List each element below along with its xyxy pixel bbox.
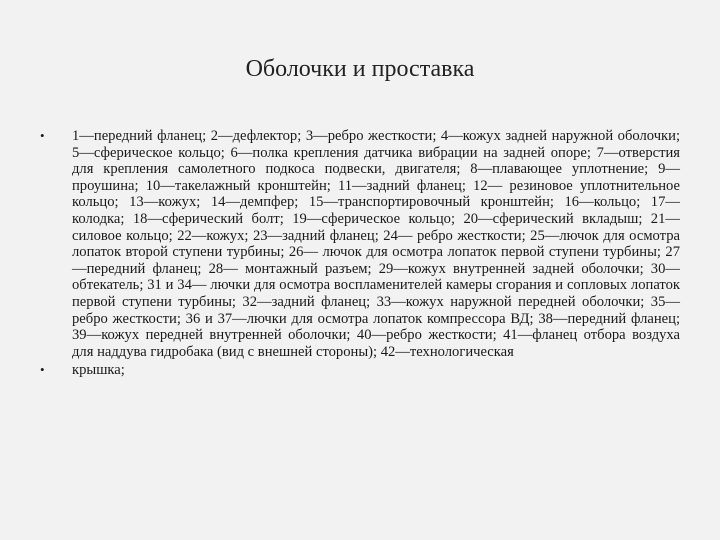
bullet-icon: • — [40, 128, 45, 143]
bullet-item-1 — [40, 128, 680, 360]
bullet-item-2 — [40, 362, 680, 379]
slide-title: Оболочки и проставка — [245, 56, 475, 82]
bullet-text-1: 1—передний фланец; 2—дефлектор; 3—ребро жесткости; 4—кожух задней наружной оболочки; 5—сферическое кольцо; 6—полка крепления датчика вибрации на задней опоре; 7—отверстия для крепления самолетного подкоса подвески, двигателя; 8—плавающее уплотнение; 9—проушина; 10—такелажный кронштейн; 11—задний фланец; 12— резиновое уплотнительное кольцо; 13—кожух; 14—демпфер; 15—транспортировочный кронштейн; 16—кольцо; 17—колодка; 18—сферический болт; 19—сферическое кольцо; 20—сферический вкладыш; 21—силовое кольцо; 22—кожух; 23—задний фланец; 24— ребро жесткости; 25—лючок для осмотра лопаток второй ступени турбины; 26— лючок для осмотра лопаток первой ступени турбины; 27—передний фланец; 28— монтажный разъем; 29—кожух внутренней задней оболочки; 30—обтекатель; 31 и 34— лючки для осмотра воспламенителей камеры сгорания и сопловых лопаток первой ступени турбины; 32—задний фланец; 33—кожух наружной передней оболочки; 35— ребро жесткости; 36 и 37—лючки для осмотра лопаток компрессора ВД; 38—передний фланец; 39—кожух передней внутренней оболочки; 40—ребро жесткости; 41—фланец отбора воздуха для наддува гидробака (вид с внешней стороны); 42—технологическая — [72, 128, 680, 360]
bullet-text-2: крышка; — [72, 362, 125, 379]
bullet-list — [40, 128, 680, 379]
bullet-icon: • — [40, 362, 45, 378]
